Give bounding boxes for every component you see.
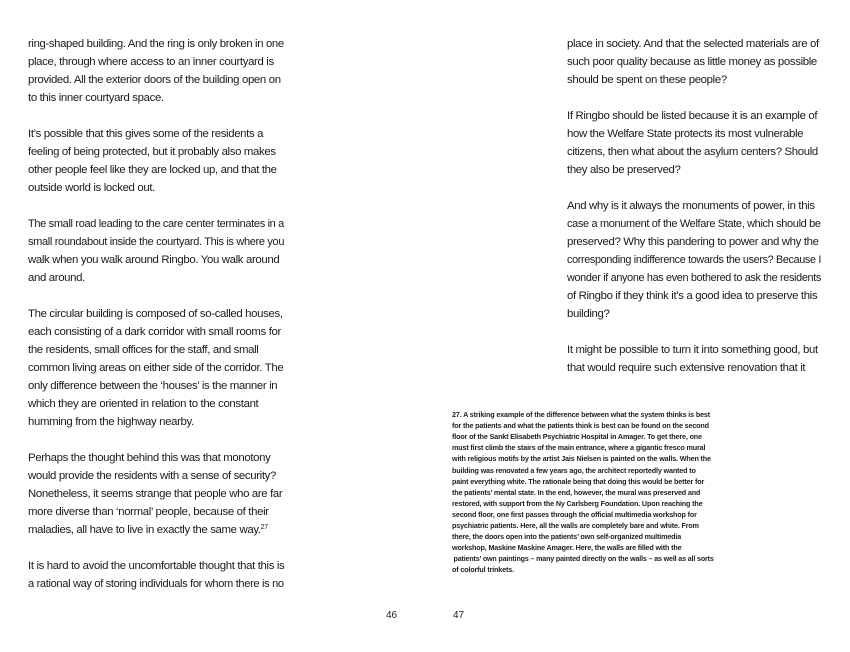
text-line: psychiatric patients. Here, all the walls are completely bare and white. From (452, 521, 699, 530)
text-line: should be spent on these people? (567, 74, 727, 86)
text-line: which they are oriented in relation to the constant (28, 398, 259, 410)
text-line: citizens, then what about the asylum centers? Should (567, 146, 818, 158)
text-line: It’s possible that this gives some of the residents a (28, 128, 264, 140)
text-line: of Ringbo if they think it’s a good idea to preserve this (567, 290, 818, 302)
page-number-right: 47 (453, 610, 465, 621)
text-line: to this inner courtyard space. (28, 92, 164, 104)
text-line: for the patients and what the patients think is best can be found on the second (452, 421, 709, 431)
text-line: ring-shaped building. And the ring is only broken in one (28, 38, 284, 50)
text-line: second floor, one first passes through the official multimedia workshop for (452, 509, 697, 519)
text-line: And why is it always the monuments of power, in this (567, 200, 815, 212)
text-line: the patients’ mental state. In the end, however, the mural was preserved and (452, 487, 701, 497)
text-line: other people feel like they are locked up, and that the (28, 164, 277, 176)
text-line: paint everything white. The rationale being that doing this would be better for (452, 476, 705, 486)
text-line: and around. (28, 272, 85, 284)
text-line: case a monument of the Welfare State, which should be (567, 218, 821, 230)
text-line: each consisting of a dark corridor with small rooms for (28, 326, 281, 338)
text-line: provided. All the exterior doors of the building open on (28, 74, 281, 86)
text-line: It is hard to avoid the uncomfortable thought that this is (28, 560, 285, 572)
text-line: preserved? Why this pandering to power and why the (567, 236, 819, 248)
text-line: workshop, Maskine Maskine Amager. Here, the walls are filled with the (452, 543, 682, 553)
text-line: building was renovated a few years ago, the architect reportedly wanted to (452, 465, 696, 475)
text-line: would provide the residents with a sense of security? (28, 470, 277, 482)
text-line: Nonetheless, it seems strange that people who are far (28, 488, 283, 500)
text-line: floor of the Sankt Elisabeth Psychiatric Hospital in Amager. To get there, one (452, 432, 702, 442)
text-line: a rational way of storing individuals for whom there is no (28, 578, 284, 590)
text-line: small roundabout inside the courtyard. This is where you (28, 236, 285, 248)
text-line: that would require such extensive renovation that it (567, 362, 806, 374)
text-line: they also be preserved? (567, 164, 681, 176)
text-line: wonder if anyone has even bothered to ask the residents (567, 272, 821, 284)
text-line: It might be possible to turn it into something good, but (567, 344, 818, 356)
text-line: place in society. And that the selected materials are of (567, 38, 819, 50)
text-line: with religious motifs by the artist Jais Nielsen is painted on the walls. When the (452, 454, 711, 464)
text-line: walk when you walk around Ringbo. You walk around (28, 254, 280, 266)
text-line: Perhaps the thought behind this was that monotony (28, 452, 271, 464)
text-line: restored, with support from the Ny Carlsberg Foundation. Upon reaching the (452, 498, 703, 508)
footnote-reference[interactable]: 27 (260, 524, 268, 531)
text-line: more diverse than ‘normal’ people, because of their (28, 506, 269, 518)
text-line: corresponding indifference towards the users? Because I (567, 254, 822, 266)
text-line: how the Welfare State protects its most vulnerable (567, 128, 804, 140)
text-line: such poor quality because as little money as possible (567, 56, 817, 68)
page-number-left: 46 (386, 610, 398, 621)
text-line: patients’ own paintings – many painted directly on the walls – as well as all sorts (453, 554, 714, 564)
text-line: of colorful trinkets. (452, 565, 514, 575)
text-line: The circular building is composed of so-called houses, (28, 308, 283, 320)
text-line: humming from the highway nearby. (28, 416, 194, 428)
text-line: must first climb the stairs of the main entrance, where a gigantic fresco mural (452, 443, 706, 453)
text-line: common living areas on either side of the corridor. The (28, 362, 284, 374)
text-line: only difference between the ‘houses’ is the manner in (28, 380, 278, 392)
text-line: place, through where access to an inner courtyard is (28, 56, 274, 68)
text-line: there, the doors open into the patients’ own self-organized multimedia (452, 532, 682, 542)
text-line: building? (567, 308, 610, 320)
text-line: feeling of being protected, but it probably also makes (28, 146, 276, 158)
text-line: 27. A striking example of the difference between what the system thinks is best (452, 410, 711, 419)
text-line: If Ringbo should be listed because it is an example of (567, 110, 818, 122)
text-line: the residents, small offices for the staff, and small (28, 344, 259, 356)
text-line: The small road leading to the care center terminates in a (28, 218, 284, 230)
text-line: outside world is locked out. (28, 182, 155, 194)
text-line: maladies, all have to live in exactly the same way.$^{27}$ (28, 524, 268, 536)
